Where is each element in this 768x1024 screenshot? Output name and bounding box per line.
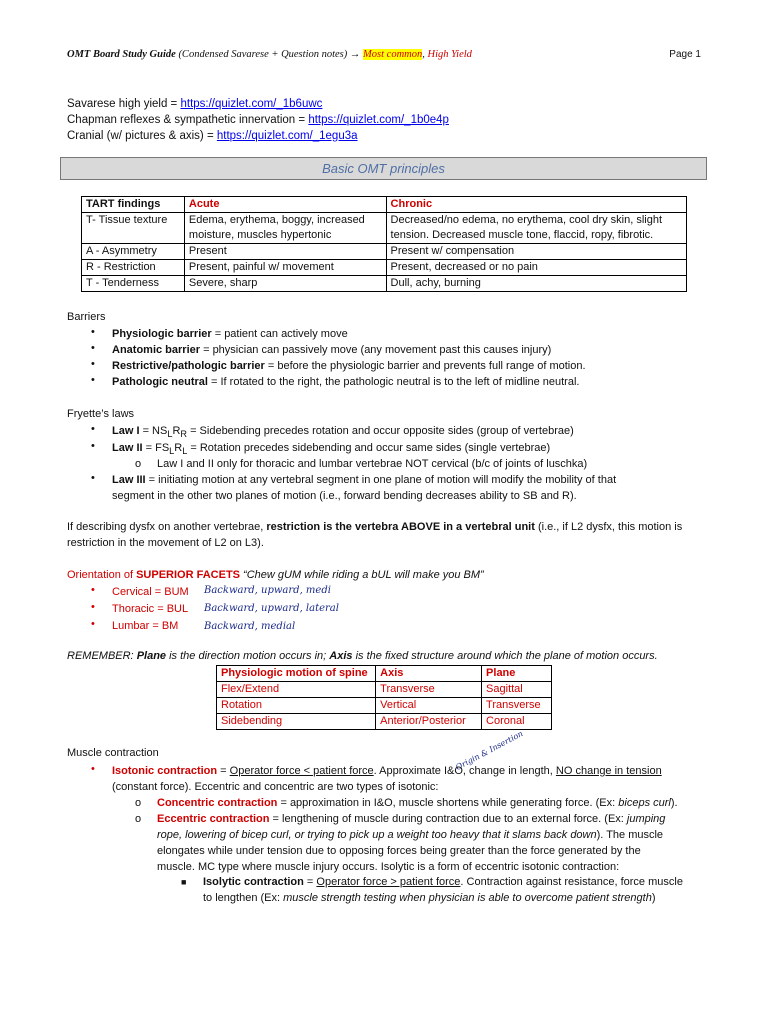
text: = [303,876,317,888]
eccentric-cont: muscle. MC type where muscle injury occurs. Isolytic is a form of eccentric isotonic contraction: [157,861,620,873]
page-header [67,49,701,60]
handwritten-note: Backward, upward, lateral [204,603,339,614]
table-cell: Present, painful w/ movement [184,260,386,276]
table-cell: Coronal [482,714,552,730]
quizlet-links [67,96,449,144]
text: Orientation of [67,569,137,581]
link-label: Cranial (w/ pictures & axis) = [67,130,217,142]
emphasis: SUPERIOR FACETS [136,569,240,581]
term: Isotonic contraction [112,765,218,777]
sub-sub-bullet-mark: ■ [181,877,187,887]
table-cell: Transverse [482,698,552,714]
remember-note [67,648,658,664]
term: Isolytic contraction [203,876,304,888]
header-sep: , [422,49,425,60]
bullet-dot: • [91,423,95,435]
barrier-item [112,374,579,390]
table-header-cell: Physiologic motion of spine [217,666,376,682]
text: . Approximate I&O, change in length, [373,765,556,777]
facet-item: Thoracic = BUL [112,603,189,615]
page-number: Page 1 [669,49,701,60]
bullet-dot: • [91,763,95,775]
text: is the direction motion occurs in; [166,650,330,662]
text: ) [651,892,656,904]
bullet-dot: • [91,618,95,630]
fryette-title: Fryette’s laws [67,408,135,420]
sub-bullet-mark: o [135,458,142,470]
subscript: L [169,446,175,457]
term: Pathologic neutral [112,376,208,388]
link-label: Chapman reflexes & sympathetic innervation = [67,114,309,126]
text: (i.e., if L2 dysfx, this motion is [534,521,683,533]
table-cell: T- Tissue texture [82,213,185,244]
barrier-item [112,342,551,358]
table-header-cell: Axis [376,666,482,682]
barrier-item [112,326,348,342]
table-header-row [82,197,687,213]
table-row [217,698,552,714]
mnemonic: “Chew gUM while riding a bUL will make you BM” [240,569,484,581]
bullet-dot: • [91,440,95,452]
sub-bullet-mark: o [135,797,142,809]
table-cell: Rotation [217,698,376,714]
example: jumping [626,813,666,825]
table-cell: T - Tenderness [82,276,185,292]
table-cell: Severe, sharp [184,276,386,292]
term: Law II [112,442,143,454]
emphasis: NO change in tension [555,765,662,777]
definition: = before the physiologic barrier and prevents full range of motion. [264,360,586,372]
bullet-dot: • [91,342,95,354]
term: Physiologic barrier [112,328,212,340]
table-row [82,276,687,292]
eccentric-item [157,811,665,827]
table-cell: Present [184,244,386,260]
table-row [217,714,552,730]
text: = lengthening of muscle during contraction due to an external force. (Ex: [269,813,627,825]
emphasis: Axis [329,650,353,662]
text: = [217,765,230,777]
table-header-cell: Plane [482,666,552,682]
table-row [82,244,687,260]
subscript: L [182,446,188,457]
bullet-dot: • [91,472,95,484]
handwritten-note: Backward, upward, medi [204,585,331,596]
quizlet-link[interactable]: https://quizlet.com/_1egu3a [216,130,358,142]
table-cell: Anterior/Posterior [376,714,482,730]
table-cell: Sidebending [217,714,376,730]
dysfx-note-cont: restriction in the movement of L2 on L3). [67,537,264,549]
example: rope, lowering of bicep curl, or trying to pick up a weight too heavy that it slams back down [157,829,597,841]
law-two: Law II = $FS_LR_L$ = Rotation precedes sidebending and occur same sides (single vertebrae) [112,442,551,457]
emphasis: Operator force < patient force [229,765,374,777]
text: to lengthen (Ex: [203,892,284,904]
text: REMEMBER: [67,650,137,662]
table-cell: Transverse [376,682,482,698]
term: Restrictive/pathologic barrier [112,360,265,372]
definition: = physician can passively move (any movement past this causes injury) [200,344,552,356]
text: . Contraction against resistance, force muscle [460,876,683,888]
table-cell: R - Restriction [82,260,185,276]
table-cell: Present, decreased or no pain [386,260,686,276]
bullet-dot: • [91,358,95,370]
emphasis: Plane [136,650,167,662]
law-three [112,472,616,488]
emphasis: Operator force > patient force [316,876,461,888]
quizlet-link[interactable]: https://quizlet.com/_1b6uwc [180,98,323,110]
table-cell: Sagittal [482,682,552,698]
barriers-title: Barriers [67,311,106,323]
definition: = Sidebending precedes rotation and occur opposite sides (group of vertebrae) [187,425,574,437]
header-high-yield: High Yield [427,49,472,60]
subscript: R [180,429,188,440]
link-label: Savarese high yield = [67,98,181,110]
concentric-item [157,795,678,811]
header-most-common: Most common [363,49,423,60]
section-banner: Basic OMT principles [60,157,707,180]
table-header-cell: Acute [184,197,386,213]
term: Anatomic barrier [112,344,201,356]
table-header-cell: Chronic [386,197,686,213]
subscript: L [167,429,173,440]
quizlet-link[interactable]: https://quizlet.com/_1b0e4p [308,114,449,126]
isotonic-item [112,763,662,779]
definition: = Rotation precedes sidebending and occur same sides (single vertebrae) [187,442,551,454]
term: Law III [112,474,146,486]
header-subtitle: (Condensed Savarese + Question notes) [178,49,348,60]
emphasis: restriction is the vertebra ABOVE in a vertebral unit [266,521,535,533]
bullet-dot: • [91,374,95,386]
header-arrow: → [349,49,361,60]
example: muscle strength testing when physician is able to overcome patient strength [283,892,652,904]
table-cell: Vertical [376,698,482,714]
law-one: Law $I = NS_LR_R$ = Sidebending precedes rotation and occur opposite sides (group of vertebrae) [112,425,574,440]
definition: = initiating motion at any vertebral segment in one plane of motion will modify the mobility of that [145,474,617,486]
definition: = FS [142,442,170,454]
isotonic-cont: (constant force). Eccentric and concentric are two types of isotonic: [112,781,439,793]
table-cell: Edema, erythema, boggy, increased moisture, muscles hypertonic [184,213,386,244]
text: If describing dysfx on another vertebrae, [67,521,267,533]
fryette-sub-note: Law I and II only for thoracic and lumbar vertebrae NOT cervical (b/c of joints of luschka) [157,458,588,470]
dysfx-note [67,519,682,535]
bullet-dot: • [91,601,95,613]
facet-item: Cervical = BUM [112,586,189,598]
table-cell: Flex/Extend [217,682,376,698]
law-three-cont: segment in the other two planes of motion (i.e., forward bending decreases ability to SB and R). [112,490,577,502]
definition: = NS [139,425,168,437]
barrier-item [112,358,586,374]
table-header-cell: TART findings [82,197,185,213]
muscle-title: Muscle contraction [67,747,159,759]
bullet-dot: • [91,326,95,338]
term: Law I [112,425,140,437]
term: Eccentric contraction [157,813,270,825]
facet-item: Lumbar = BM [112,620,179,632]
definition: = patient can actively move [211,328,348,340]
table-row [82,260,687,276]
isolytic-item [203,874,683,890]
header-title: OMT Board Study Guide [67,49,176,60]
table-cell: A - Asymmetry [82,244,185,260]
table-cell: Dull, achy, burning [386,276,686,292]
definition: = If rotated to the right, the pathologic neutral is to the left of midline neutral. [207,376,580,388]
link-row [67,128,449,144]
link-row [67,96,449,112]
text: = approximation in I&O, muscle shortens while generating force. (Ex: [277,797,619,809]
link-row [67,112,449,128]
sub-bullet-mark: o [135,813,142,825]
table-row [217,682,552,698]
term: Concentric contraction [157,797,278,809]
facets-title [67,567,484,583]
bullet-dot: • [91,584,95,596]
axis-plane-table [216,665,552,730]
handwritten-note: Backward, medial [204,621,296,632]
eccentric-cont: elongates while under tension due to opposing forces being greater than the force generated by the [157,845,641,857]
handwritten-note: Origin & Insertion [454,728,525,773]
table-cell: Present w/ compensation [386,244,686,260]
tart-table [81,196,687,292]
isolytic-cont [203,890,655,906]
table-cell: Decreased/no edema, no erythema, cool dry skin, slight tension. Decreased muscle tone, flaccid, ropy, fibrotic. [386,213,686,244]
text: ). [670,797,678,809]
table-header-row [217,666,552,682]
table-row [82,213,687,244]
text: ). The muscle [596,829,664,841]
text: is the fixed structure around which the plane of motion occurs. [352,650,658,662]
eccentric-cont [157,827,663,843]
example: biceps curl [618,797,671,809]
